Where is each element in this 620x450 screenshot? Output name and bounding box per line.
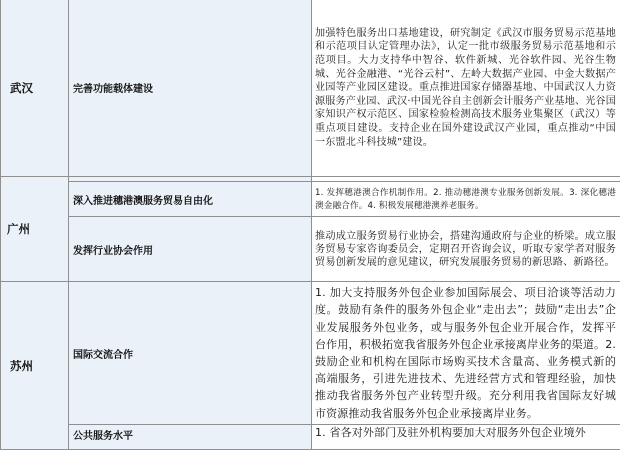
city-label: 广州 xyxy=(7,222,30,236)
table-row xyxy=(1,282,620,425)
measure-cell: 完善功能载体建设 xyxy=(69,0,312,177)
content-text: 1. 加大支持服务外包企业参加国际展会、项目洽谈等活动力度。鼓励有条件的服务外包企业“走出去”；鼓励“走出去”企业发展服务外包业务，或与服务外包企业开展合作，发挥平台作用，积极拓宽我省服务外包企业承接离岸业务的渠道。2. 鼓励企业和机构在国际市场购买技术含量高、业务模式新的高端服务，引进先进技术、先进经营方式和管理经验，加快推动我省服务外包产业转型升级。充分利用我省国际友好城市资源推动我省服务外包企业承接离岸业务。 xyxy=(315,284,616,422)
content-cell xyxy=(312,0,620,177)
content-cell xyxy=(312,182,620,217)
city-cell-suzhou: 苏州 xyxy=(1,282,69,450)
measure-cell: 发挥行业协会作用 xyxy=(69,217,312,282)
city-cell-guangzhou xyxy=(1,177,69,282)
measure-cell: 公共服务水平 xyxy=(69,425,312,450)
content-text: 1. 省各对外部门及驻外机构要加大对服务外包企业境外 xyxy=(315,425,616,440)
table-row xyxy=(1,182,620,217)
content-cell xyxy=(312,217,620,282)
content-text: 加强特色服务出口基地建设，研究制定《武汉市服务贸易示范基地和示范项目认定管理办法》，认定一批市级服务贸易示范基地和示范项目。大力支持华中智谷、软件新城、光谷软件园、光谷生物城、光谷金融港、“光谷云村”、左岭大数据产业园、中金大数据产业园等产业园区建设。重点推进国家存储器基地、中国武汉人力资源服务产业园、武汉·中国光谷自主创新会计服务产业基地、光谷国家知识产权示范区、国家检验检测高技术服务业集聚区（武汉）等重点项目建设。支持企业在国外建设武汉产业园，重点推动“中国一东盟北斗科技城”建设。 xyxy=(315,27,616,149)
measure-cell: 深入推进穗港澳服务贸易自由化 xyxy=(69,182,312,217)
content-cell xyxy=(312,282,620,425)
table-row xyxy=(1,217,620,282)
measure-cell: 国际交流合作 xyxy=(69,282,312,425)
city-cell-wuhan: 武汉 xyxy=(1,0,69,177)
table-row xyxy=(1,0,620,177)
content-text: 1. 发挥穗港澳合作机制作用。2. 推动穗港澳专业服务创新发展。3. 深化穗港澳金融合作。4. 积极发展穗港澳养老服务。 xyxy=(315,187,616,212)
content-text: 推动成立服务贸易行业协会，搭建沟通政府与企业的桥梁。成立服务贸易专家咨询委员会，定期召开咨询会议，听取专家学者对服务贸易创新发展的意见建议，研究发展服务贸易的新思路、新路径。 xyxy=(315,230,616,270)
